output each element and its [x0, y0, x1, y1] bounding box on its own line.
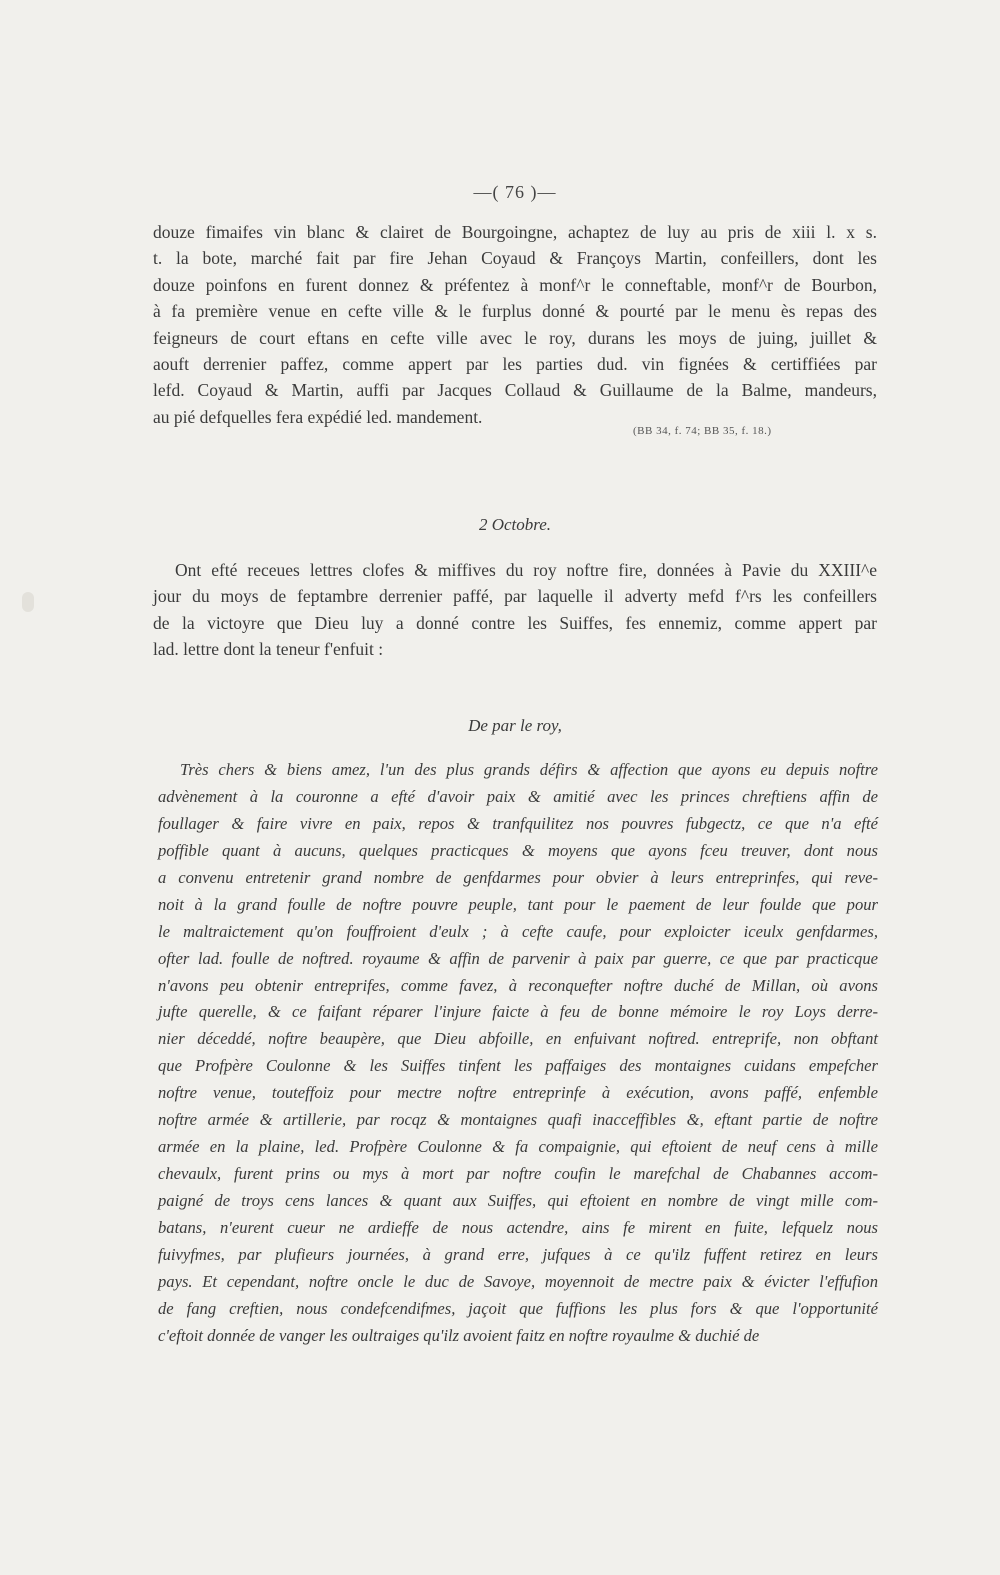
text-line: n'avons peu obtenir entreprifes, comme favez, à reconquefter noftre duché de Millan, où avons: [158, 975, 878, 995]
text-line: t. la bote, marché fait par fire Jehan Coyaud & Françoys Martin, confeillers, dont les: [153, 248, 877, 269]
text-line: noftre armée & artillerie, par rocqz & montaignes quafi inacceffibles &, eftant partie de noftre: [158, 1110, 878, 1130]
page-number: —( 76 )—: [473, 182, 557, 202]
text-line: foullager & faire vivre en paix, repos & tranfquilitez nos pouvres fubgectz, ce que n'a efté: [158, 813, 878, 833]
text-line: lefd. Coyaud & Martin, auffi par Jacques Collaud & Guillaume de la Balme, mandeurs,: [153, 380, 877, 401]
text-line: douze poinfons en furent donnez & préfentez à monf^r le conneftable, monf^r de Bourbon,: [153, 274, 877, 295]
text-line: jufte querelle, & ce faifant réparer l'injure faicte à feu de bonne mémoire le roy Loys derre-: [158, 1002, 878, 1022]
second-paragraph: [153, 557, 877, 663]
top-paragraph: [153, 219, 877, 430]
text-line: de fang creftien, nous condefcendifmes, jaçoit que fuffions les plus fors & que l'opportunité: [158, 1298, 878, 1318]
text-line: c'eftoit donnée de vanger les oultraiges qu'ilz avoient faitz en noftre royaulme & duchié de: [158, 1325, 760, 1345]
paper-stain: [22, 592, 34, 612]
text-line: noftre venue, touteffoiz pour mectre noftre entreprinfe à exécution, avons paffé, enfemble: [158, 1083, 878, 1103]
text-line: pays. Et cependant, noftre oncle le duc de Savoye, moyennoit de mectre paix & évicter l'effufion: [158, 1271, 878, 1291]
text-line: advènement à la couronne a efté d'avoir paix & amitié avec les princes chreftiens affin de: [158, 786, 878, 806]
text-line: que Profpère Coulonne & les Suiffes tinfent les paffaiges des montaignes cuidans empefcher: [158, 1056, 878, 1076]
text-line: lad. lettre dont la teneur f'enfuit :: [153, 639, 384, 660]
section-date: 2 Octobre.: [478, 515, 552, 534]
text-line: batans, n'eurent cueur ne ardieffe de nous actendre, ains fe mirent en fuite, lefquelz nous: [158, 1217, 878, 1237]
text-line: de la victoyre que Dieu luy a donné contre les Suiffes, fes ennemiz, comme appert par: [153, 612, 877, 633]
source-reference: (BB 34, f. 74; BB 35, f. 18.): [633, 425, 772, 437]
letter-body: [158, 757, 878, 1350]
text-line: a convenu entretenir grand nombre de genfdarmes pour obvier à leurs entreprinfes, qui reve-: [158, 867, 878, 887]
text-line: Très chers & biens amez, l'un des plus grands défirs & affection que ayons eu depuis noftre: [180, 760, 878, 779]
text-line: nier déceddé, noftre beaupère, que Dieu abfoille, en enfuivant noftred. entreprife, non obftant: [158, 1029, 878, 1049]
text-line: le maltraictement qu'on fouffroient d'eulx ; à cefte caufe, pour exploicter iceulx genfdarmes,: [158, 921, 878, 941]
text-line: aouft derrenier paffez, comme appert par les parties dud. vin fignées & certiffiées par: [153, 353, 877, 374]
text-line: chevaulx, furent prins ou mys à mort par noftre coufin le marefchal de Chabannes accom-: [158, 1164, 878, 1184]
text-line: douze fimaifes vin blanc & clairet de Bourgoingne, achaptez de luy au pris de xiii l. x s.: [153, 222, 877, 242]
text-line: armée en la plaine, led. Profpère Coulonne & fa compaignie, qui eftoient de neuf cens à mille: [158, 1137, 878, 1157]
text-line: poffible quant à aucuns, quelques practicques & moyens que ayons fceu treuver, dont nous: [158, 840, 878, 860]
text-line: ofter lad. foulle de noftred. royaume & affin de parvenir à paix par guerre, ce que par practicque: [158, 948, 878, 968]
text-line: à fa première venue en cefte ville & le furplus donné & pourté par le menu ès repas des: [153, 301, 877, 322]
text-line: noit à la grand foulle de noftre pouvre peuple, tant pour le paement de leur foulde que pour: [158, 894, 878, 914]
text-line: au pié defquelles fera expédié led. mandement.: [153, 406, 483, 427]
text-line: jour du moys de feptambre derrenier paffé, par laquelle il adverty mefd f^rs les confeillers: [153, 586, 877, 607]
letter-heading: De par le roy,: [468, 716, 562, 735]
text-line: feigneurs de court eftans en cefte ville avec le roy, durans les moys de juing, juillet &: [153, 327, 877, 348]
text-line: fuivyfmes, par plufieurs journées, à grand erre, jufques à ce qu'ilz fuffent retirez en leurs: [158, 1244, 878, 1264]
text-line: Ont efté receues lettres clofes & miffives du roy noftre fire, données à Pavie du XXIII^e: [175, 560, 877, 580]
text-line: paigné de troys cens lances & quant aux Suiffes, qui eftoient en nombre de vingt mille com-: [158, 1191, 878, 1210]
